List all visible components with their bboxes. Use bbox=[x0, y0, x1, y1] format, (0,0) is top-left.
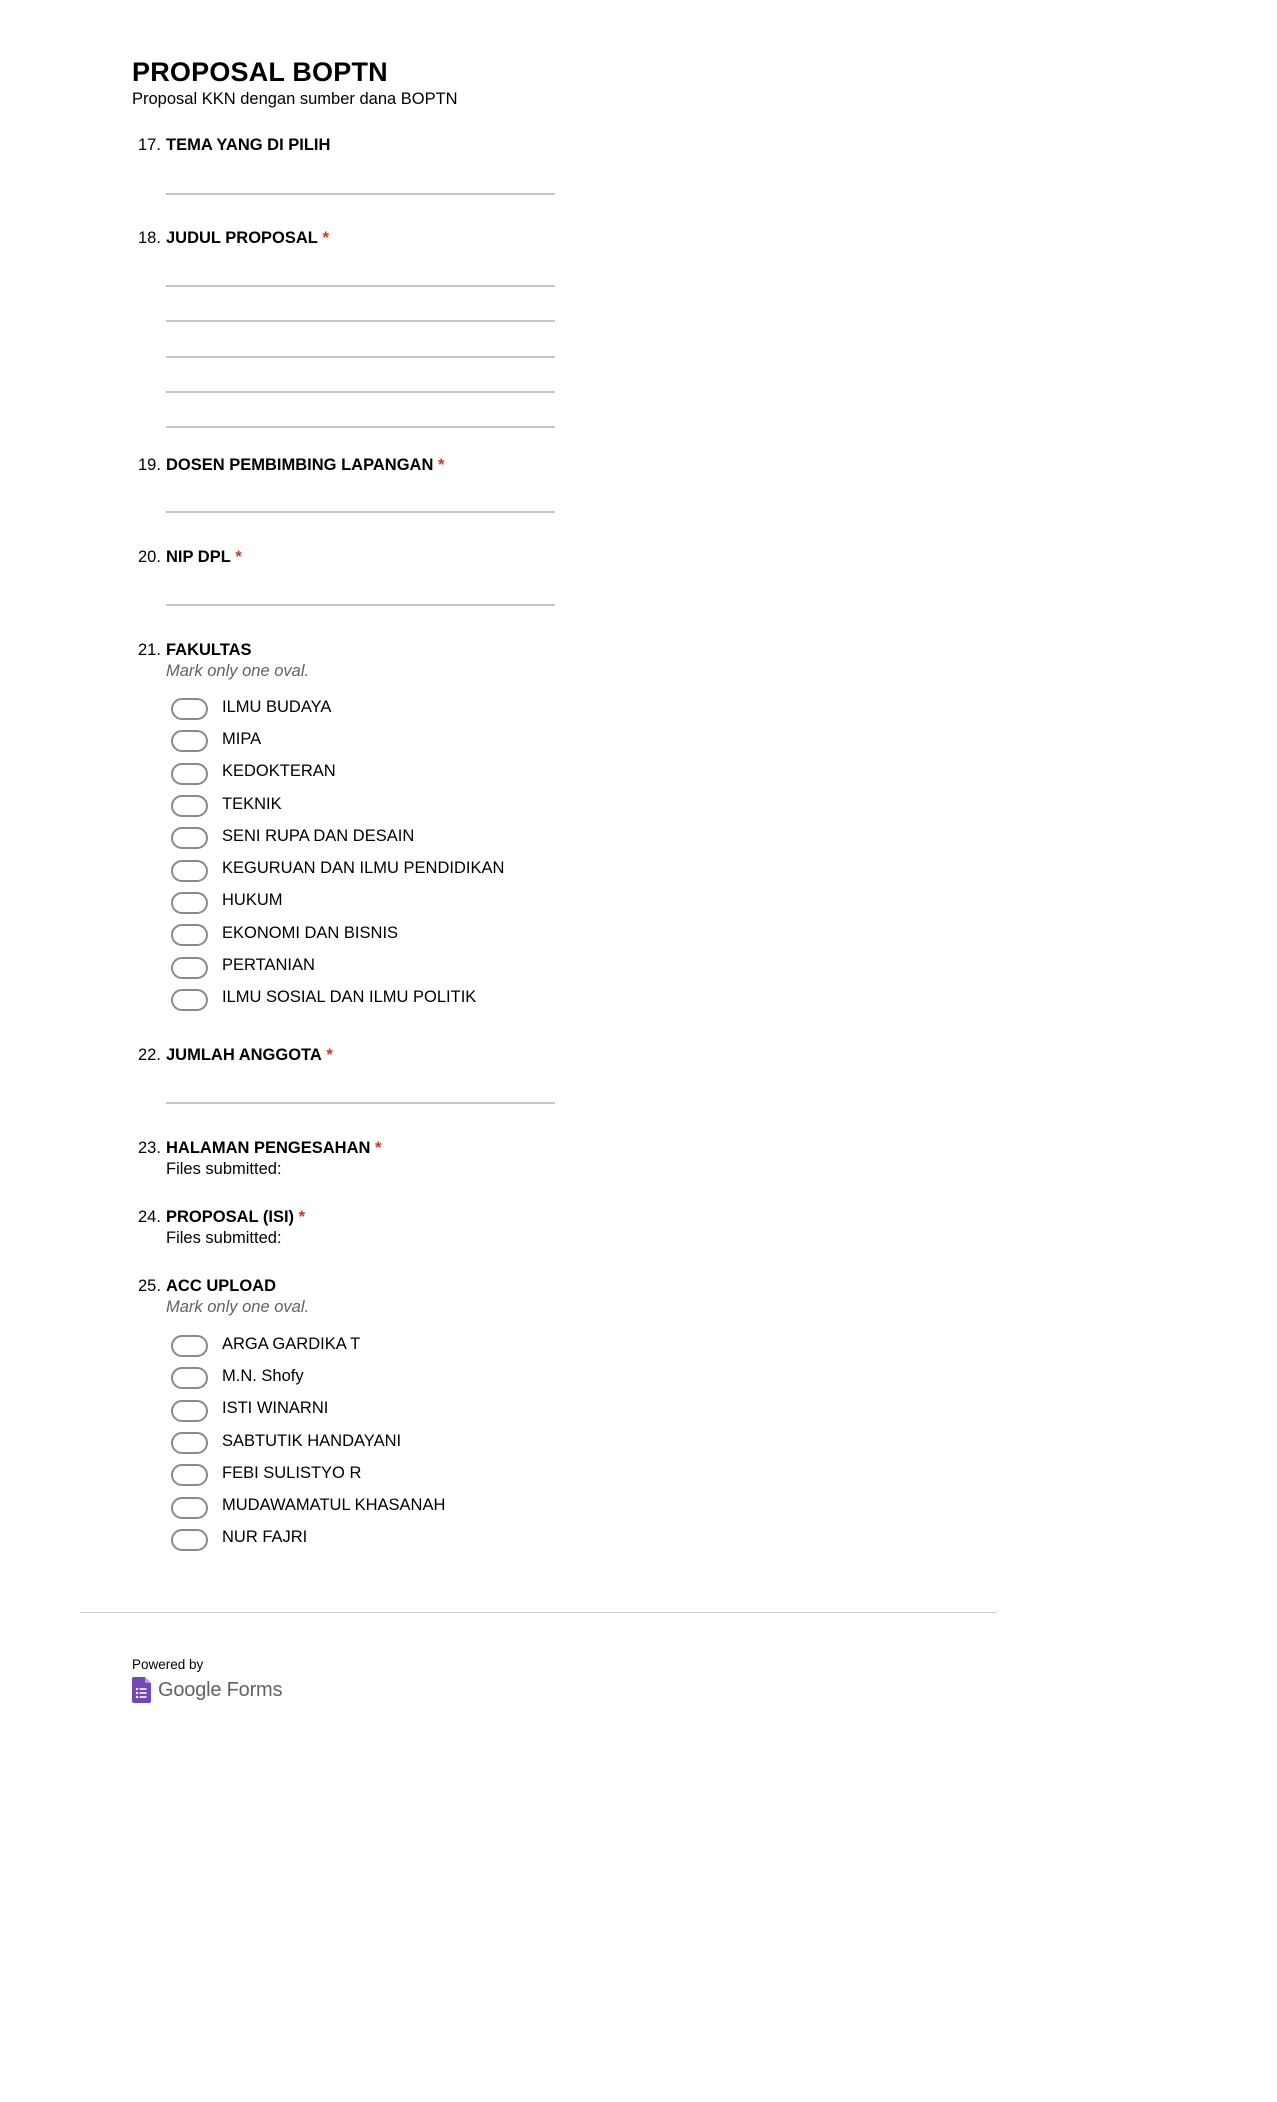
radio-oval[interactable] bbox=[171, 1400, 208, 1422]
acc-upload-option[interactable] bbox=[171, 1524, 445, 1556]
radio-oval[interactable] bbox=[171, 795, 208, 817]
fakultas-option[interactable] bbox=[171, 758, 504, 790]
option-label: ARGA GARDIKA T bbox=[222, 1334, 361, 1353]
acc-upload-option[interactable] bbox=[171, 1395, 445, 1427]
judul-answer-line-1[interactable] bbox=[166, 285, 555, 287]
question-title: NIP DPL bbox=[166, 548, 231, 566]
option-label: HUKUM bbox=[222, 891, 283, 910]
radio-oval[interactable] bbox=[171, 730, 208, 752]
google-forms-logo[interactable] bbox=[132, 1677, 282, 1703]
radio-oval[interactable] bbox=[171, 989, 208, 1011]
radio-oval[interactable] bbox=[171, 892, 208, 914]
acc-upload-options bbox=[171, 1330, 445, 1556]
fakultas-option[interactable] bbox=[171, 790, 504, 822]
question-number: 19. bbox=[138, 456, 161, 474]
question-title: HALAMAN PENGESAHAN bbox=[166, 1139, 371, 1157]
question-number: 17. bbox=[138, 136, 161, 154]
option-label: TEKNIK bbox=[222, 794, 282, 813]
google-forms-wordmark: Google Forms bbox=[158, 1678, 283, 1701]
question-number: 20. bbox=[138, 548, 161, 566]
option-label: SABTUTIK HANDAYANI bbox=[222, 1431, 402, 1450]
question-nip-dpl bbox=[138, 547, 738, 567]
radio-oval[interactable] bbox=[171, 1335, 208, 1357]
option-label: SENI RUPA DAN DESAIN bbox=[222, 826, 415, 845]
question-number: 22. bbox=[138, 1046, 161, 1064]
dosen-answer-field[interactable] bbox=[166, 511, 555, 513]
required-asterisk: * bbox=[298, 1208, 306, 1226]
radio-oval[interactable] bbox=[171, 1464, 208, 1486]
radio-oval[interactable] bbox=[171, 1367, 208, 1389]
form-description: Proposal KKN dengan sumber dana BOPTN bbox=[132, 90, 458, 108]
radio-oval[interactable] bbox=[171, 1432, 208, 1454]
question-title: PROPOSAL (ISI) bbox=[166, 1208, 295, 1226]
option-label: KEDOKTERAN bbox=[222, 762, 336, 781]
judul-answer-line-3[interactable] bbox=[166, 356, 555, 358]
fakultas-option[interactable] bbox=[171, 725, 504, 757]
radio-oval[interactable] bbox=[171, 763, 208, 785]
question-title: DOSEN PEMBIMBING LAPANGAN bbox=[166, 456, 434, 474]
google-forms-icon bbox=[132, 1677, 151, 1703]
judul-answer-line-2[interactable] bbox=[166, 320, 555, 322]
question-number: 25. bbox=[138, 1277, 161, 1295]
footer-divider bbox=[80, 1612, 997, 1613]
fakultas-option[interactable] bbox=[171, 693, 504, 725]
acc-upload-option[interactable] bbox=[171, 1330, 445, 1362]
required-asterisk: * bbox=[235, 548, 242, 566]
option-label: KEGURUAN DAN ILMU PENDIDIKAN bbox=[222, 859, 505, 878]
acc-upload-option[interactable] bbox=[171, 1362, 445, 1394]
acc-upload-option[interactable] bbox=[171, 1427, 445, 1459]
option-label: NUR FAJRI bbox=[222, 1528, 308, 1547]
jumlah-anggota-answer-field[interactable] bbox=[166, 1102, 555, 1104]
question-dosen-pembimbing bbox=[138, 455, 738, 475]
radio-oval[interactable] bbox=[171, 698, 208, 720]
option-label: ILMU SOSIAL DAN ILMU POLITIK bbox=[222, 988, 477, 1007]
question-hint: Mark only one oval. bbox=[166, 1298, 310, 1316]
radio-oval[interactable] bbox=[171, 1497, 208, 1519]
radio-oval[interactable] bbox=[171, 924, 208, 946]
question-fakultas bbox=[138, 640, 738, 682]
fakultas-option[interactable] bbox=[171, 984, 504, 1016]
question-title: FAKULTAS bbox=[166, 641, 252, 659]
question-number: 18. bbox=[138, 229, 161, 247]
question-acc-upload bbox=[138, 1276, 738, 1318]
radio-oval[interactable] bbox=[171, 1529, 208, 1551]
question-title: JUMLAH ANGGOTA bbox=[166, 1046, 322, 1064]
question-number: 23. bbox=[138, 1139, 161, 1157]
question-title: TEMA YANG DI PILIH bbox=[166, 136, 331, 154]
question-proposal-isi bbox=[138, 1207, 738, 1249]
fakultas-option[interactable] bbox=[171, 887, 504, 919]
fakultas-option[interactable] bbox=[171, 854, 504, 886]
acc-upload-option[interactable] bbox=[171, 1491, 445, 1523]
radio-oval[interactable] bbox=[171, 827, 208, 849]
fakultas-option[interactable] bbox=[171, 822, 504, 854]
files-submitted-label: Files submitted: bbox=[166, 1160, 282, 1178]
question-judul-proposal bbox=[138, 228, 738, 248]
required-asterisk: * bbox=[437, 456, 445, 474]
question-title: ACC UPLOAD bbox=[166, 1277, 276, 1295]
option-label: ISTI WINARNI bbox=[222, 1399, 329, 1418]
fakultas-option[interactable] bbox=[171, 919, 504, 951]
judul-answer-line-5[interactable] bbox=[166, 426, 555, 428]
files-submitted-label: Files submitted: bbox=[166, 1229, 282, 1247]
judul-answer-line-4[interactable] bbox=[166, 391, 555, 393]
option-label: MUDAWAMATUL KHASANAH bbox=[222, 1496, 446, 1515]
option-label: ILMU BUDAYA bbox=[222, 697, 332, 716]
option-label: MIPA bbox=[222, 729, 262, 748]
option-label: EKONOMI DAN BISNIS bbox=[222, 923, 399, 942]
option-label: FEBI SULISTYO R bbox=[222, 1463, 362, 1482]
question-title: JUDUL PROPOSAL bbox=[166, 229, 318, 247]
question-hint: Mark only one oval. bbox=[166, 662, 310, 680]
question-tema bbox=[138, 135, 738, 155]
question-halaman-pengesahan bbox=[138, 1138, 738, 1180]
question-jumlah-anggota bbox=[138, 1045, 738, 1065]
fakultas-option[interactable] bbox=[171, 951, 504, 983]
required-asterisk: * bbox=[322, 229, 329, 247]
tema-answer-field[interactable] bbox=[166, 193, 555, 195]
option-label: M.N. Shofy bbox=[222, 1366, 304, 1385]
nip-answer-field[interactable] bbox=[166, 604, 555, 606]
radio-oval[interactable] bbox=[171, 957, 208, 979]
powered-by-label: Powered by bbox=[132, 1657, 204, 1672]
acc-upload-option[interactable] bbox=[171, 1459, 445, 1491]
required-asterisk: * bbox=[375, 1139, 382, 1157]
form-title: PROPOSAL BOPTN bbox=[132, 57, 388, 87]
radio-oval[interactable] bbox=[171, 860, 208, 882]
required-asterisk: * bbox=[326, 1046, 333, 1064]
question-number: 21. bbox=[138, 641, 161, 659]
fakultas-options bbox=[171, 693, 504, 1016]
question-number: 24. bbox=[138, 1208, 161, 1226]
option-label: PERTANIAN bbox=[222, 956, 315, 975]
